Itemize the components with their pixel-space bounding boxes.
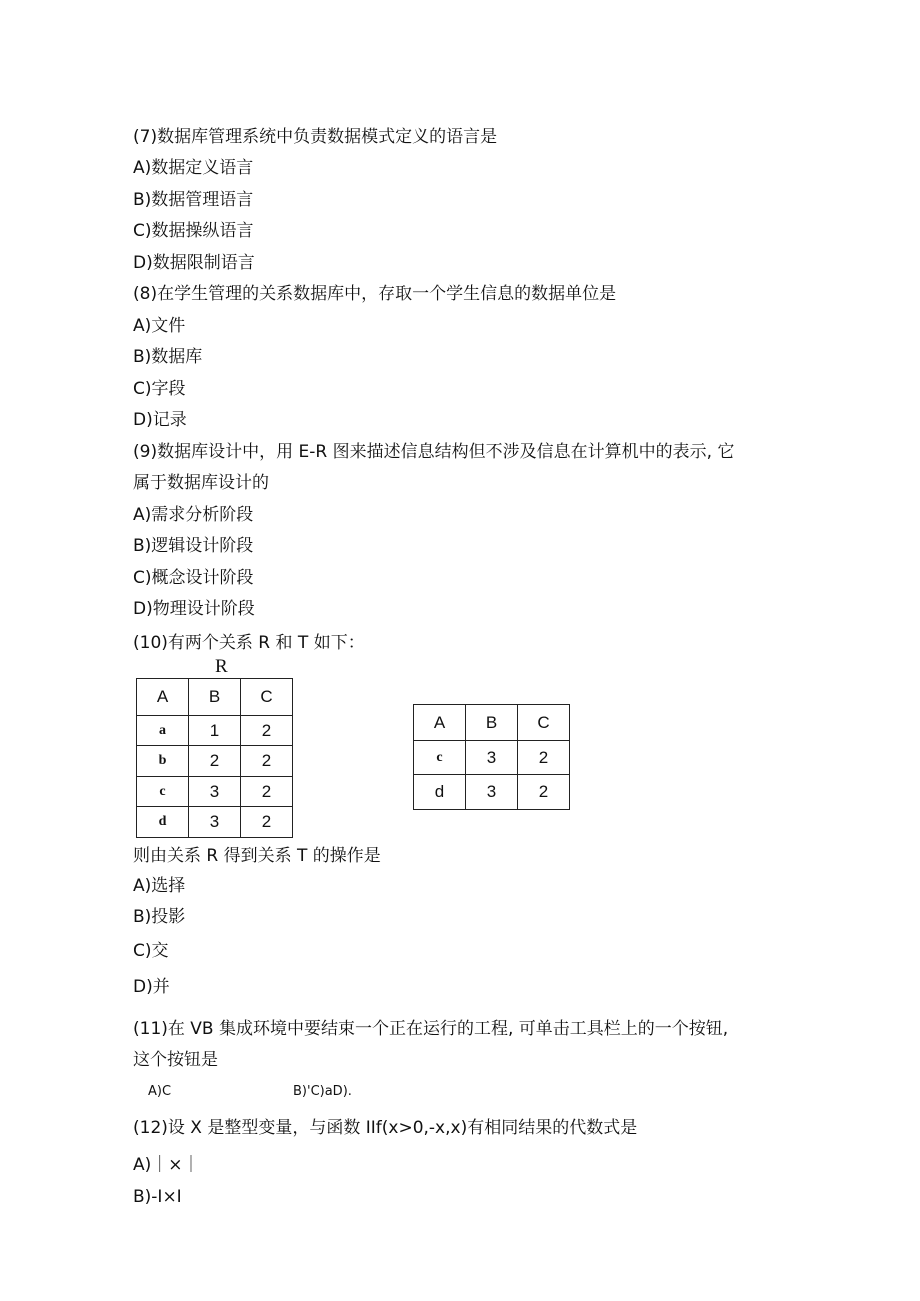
q7-stem: (7)数据库管理系统中负责数据模式定义的语言是 bbox=[133, 127, 498, 147]
q10-option-d: D)并 bbox=[133, 977, 170, 997]
q9-option-c: C)概念设计阶段 bbox=[133, 568, 254, 588]
q11-stem-line1: (11)在 VB 集成环境中要结束一个正在运行的工程, 可单击工具栏上的一个按钮, bbox=[133, 1019, 729, 1039]
table-row bbox=[137, 679, 293, 716]
q9-stem-line2: 属于数据库设计的 bbox=[133, 473, 269, 493]
q7-option-d: D)数据限制语言 bbox=[133, 253, 255, 273]
table-row bbox=[137, 807, 293, 838]
table-row bbox=[414, 775, 570, 810]
relation-r-label: R bbox=[215, 656, 228, 677]
table-cell: 2 bbox=[241, 807, 293, 838]
q11-stem-line2: 这个按钮是 bbox=[133, 1050, 218, 1070]
q9-option-d: D)物理设计阶段 bbox=[133, 599, 255, 619]
table-row bbox=[137, 746, 293, 777]
table-header-cell: C bbox=[241, 679, 293, 716]
q12-option-b: B)-I×I bbox=[133, 1187, 182, 1207]
table-header-cell: B bbox=[189, 679, 241, 716]
table-cell: c bbox=[414, 741, 466, 775]
q10-option-c: C)交 bbox=[133, 941, 169, 961]
table-cell: 2 bbox=[518, 741, 570, 775]
table-cell: 2 bbox=[241, 777, 293, 807]
q8-option-c: C)字段 bbox=[133, 379, 186, 399]
q9-option-a: A)需求分析阶段 bbox=[133, 505, 254, 525]
q12-stem: (12)设 X 是整型变量，与函数 IIf(x>0,-x,x)有相同结果的代数式是 bbox=[133, 1118, 638, 1138]
q9-stem-line1: (9)数据库设计中，用 E-R 图来描述信息结构但不涉及信息在计算机中的表示, 它 bbox=[133, 442, 735, 462]
relation-r-table bbox=[136, 678, 293, 838]
q7-option-a: A)数据定义语言 bbox=[133, 158, 254, 178]
table-cell: 2 bbox=[241, 716, 293, 746]
table-cell: d bbox=[137, 807, 189, 838]
q7-option-c: C)数据操纵语言 bbox=[133, 221, 254, 241]
table-cell: 3 bbox=[466, 741, 518, 775]
table-header-cell: B bbox=[466, 705, 518, 741]
relation-t-table bbox=[413, 704, 570, 810]
table-cell: 1 bbox=[189, 716, 241, 746]
table-cell: 2 bbox=[518, 775, 570, 810]
table-header-cell: A bbox=[137, 679, 189, 716]
table-cell: 3 bbox=[189, 807, 241, 838]
q10-option-a: A)选择 bbox=[133, 876, 186, 896]
table-cell: 3 bbox=[189, 777, 241, 807]
table-cell: a bbox=[137, 716, 189, 746]
q8-option-a: A)文件 bbox=[133, 316, 186, 336]
table-cell: d bbox=[414, 775, 466, 810]
table-header-cell: C bbox=[518, 705, 570, 741]
q10-stem: (10)有两个关系 R 和 T 如下： bbox=[133, 633, 365, 653]
q11-option-2: B)'C)aD). bbox=[293, 1084, 352, 1099]
q7-option-b: B)数据管理语言 bbox=[133, 190, 254, 210]
table-header-cell: A bbox=[414, 705, 466, 741]
q11-option-1: A)C bbox=[148, 1084, 172, 1099]
q12-option-a: A)｜×｜ bbox=[133, 1155, 200, 1175]
table-cell: b bbox=[137, 746, 189, 777]
table-cell: 2 bbox=[241, 746, 293, 777]
q9-option-b: B)逻辑设计阶段 bbox=[133, 536, 254, 556]
q10-option-b: B)投影 bbox=[133, 907, 186, 927]
table-cell: 3 bbox=[466, 775, 518, 810]
q8-stem: (8)在学生管理的关系数据库中，存取一个学生信息的数据单位是 bbox=[133, 284, 617, 304]
table-row bbox=[414, 705, 570, 741]
q8-option-d: D)记录 bbox=[133, 410, 187, 430]
table-cell: c bbox=[137, 777, 189, 807]
q8-option-b: B)数据库 bbox=[133, 347, 203, 367]
table-row bbox=[137, 716, 293, 746]
table-row bbox=[414, 741, 570, 775]
table-cell: 2 bbox=[189, 746, 241, 777]
q10-follow-text: 则由关系 R 得到关系 T 的操作是 bbox=[133, 846, 381, 866]
table-row bbox=[137, 777, 293, 807]
